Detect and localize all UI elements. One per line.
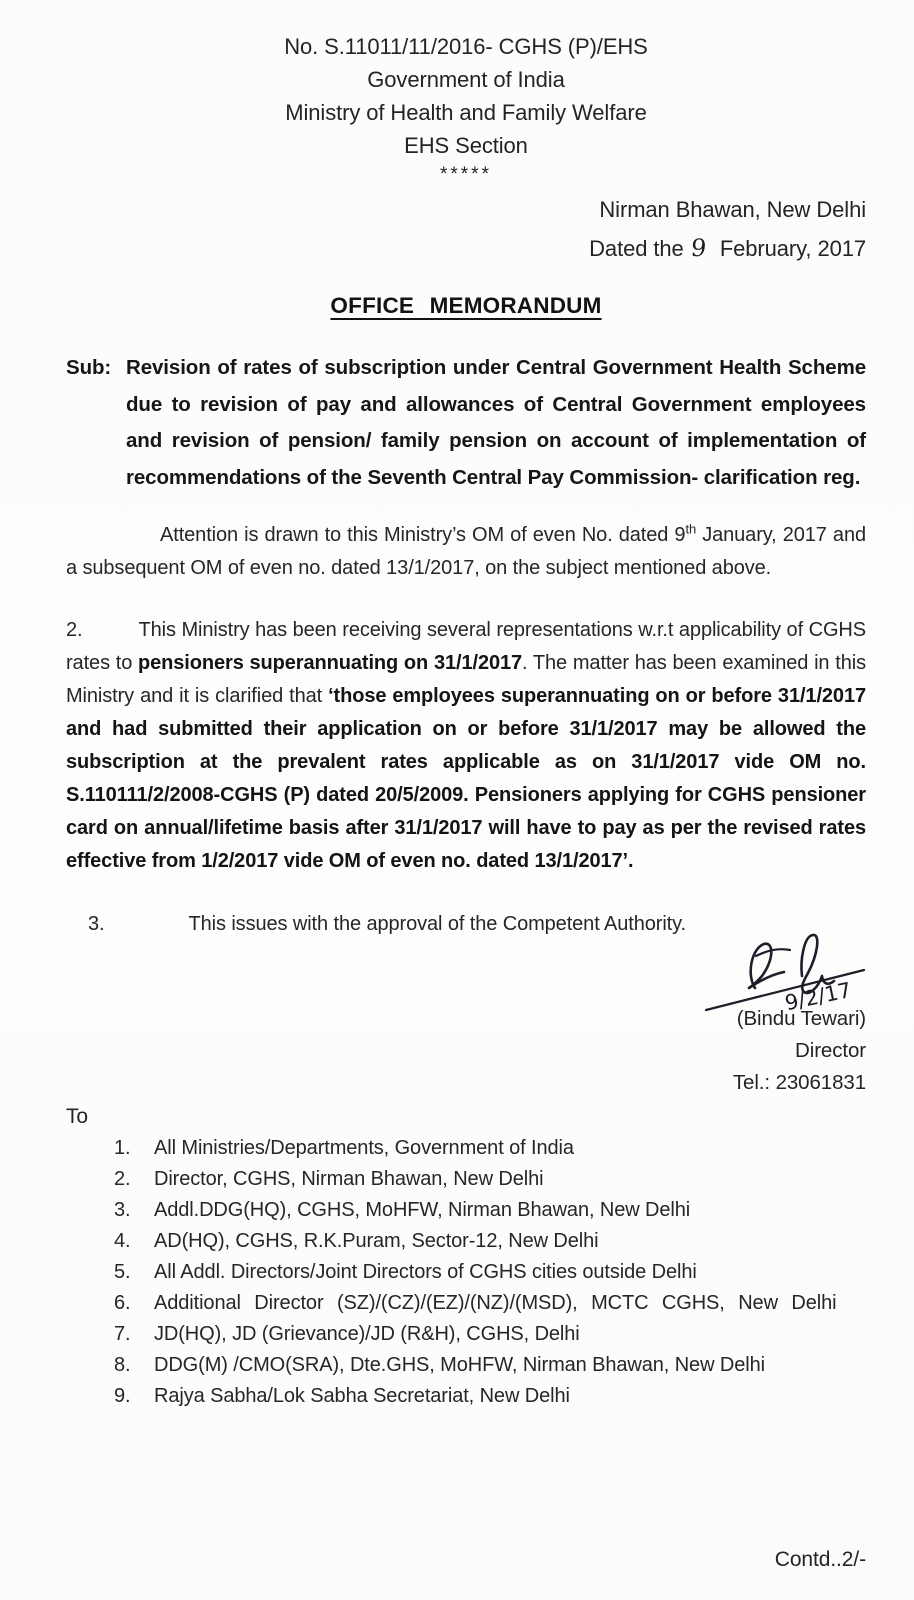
paragraph-2-seg1: This Ministry has been receiving several representations w.r.t applicability of CGHS rates to <box>66 619 866 674</box>
list-item <box>114 1350 866 1381</box>
item-text: Additional Director (SZ)/(CZ)/(EZ)/(NZ)/(MSD), MCTC CGHS, New Delhi <box>154 1292 837 1314</box>
org-ministry: Ministry of Health and Family Welfare <box>285 100 647 125</box>
tab-space <box>104 929 188 930</box>
ordinal-superscript: th <box>685 521 697 537</box>
date-line <box>66 232 866 265</box>
distribution-label: To <box>66 1105 88 1128</box>
item-number: 8. <box>114 1354 131 1376</box>
item-number: 7. <box>114 1323 131 1345</box>
list-item <box>114 1164 866 1195</box>
subject-label: Sub: <box>66 356 112 379</box>
item-text: Director, CGHS, Nirman Bhawan, New Delhi <box>154 1168 544 1190</box>
signature-tall-loop <box>801 935 834 993</box>
org-government: Government of India <box>367 67 565 92</box>
paragraph-2-seg4-bold: ‘those employees superannuating on or before 31/1/2017 and had submitted their application on or before 31/1/2017 may be allowed the subscription at the prevalent rates applicable as on 31/1/2017 vide OM no. S.110111/2/2008-CGHS (P) dated 20/5/2009. Pensioners applying for CGHS pensioner card on annual/lifetime basis after 31/1/2017 will have to pay as per the revised rates effective from 1/2/2017 vide OM of even no. dated 13/1/2017’. <box>66 685 866 872</box>
tab-space <box>82 635 138 636</box>
paragraph-3 <box>66 908 866 941</box>
list-item <box>114 1257 866 1288</box>
item-number: 2. <box>114 1168 131 1190</box>
paragraph-1 <box>66 519 866 585</box>
list-item <box>114 1381 866 1412</box>
paragraph-1-text: Attention is drawn to this Ministry’s OM of even No. dated 9 <box>160 524 686 546</box>
paragraph-2 <box>66 614 866 878</box>
item-text: AD(HQ), CGHS, R.K.Puram, Sector-12, New Delhi <box>154 1230 599 1252</box>
list-item <box>114 1195 866 1226</box>
list-item <box>114 1133 866 1164</box>
signatory-designation: Director <box>795 1039 866 1062</box>
continuation-note: Contd..2/- <box>774 1548 866 1571</box>
paragraph-3-text: This issues with the approval of the Competent Authority. <box>188 913 687 935</box>
place-line: Nirman Bhawan, New Delhi <box>599 197 866 222</box>
date-rest: February, 2017 <box>719 236 866 261</box>
list-item <box>114 1226 866 1257</box>
paragraph-2-seg2-bold: pensioners superannuating on 31/1/2017 <box>138 652 523 674</box>
item-number: 5. <box>114 1261 131 1283</box>
signatory-phone: Tel.: 23061831 <box>732 1071 866 1094</box>
separator-stars: ***** <box>440 164 492 185</box>
signature-loop <box>749 944 784 988</box>
subject-text: Revision of rates of subscription under Central Government Health Scheme due to revision of pay and allowances of Central Government employees and revision of pension/ family pension on account of implementation of recommendations of the Seventh Central Pay Commission- clarification reg. <box>126 356 866 489</box>
signatory-name: (Bindu Tewari) <box>736 1007 866 1030</box>
item-number: 9. <box>114 1385 131 1407</box>
date-prefix: Dated the <box>589 236 684 261</box>
item-number: 3. <box>114 1199 131 1221</box>
signature-bar <box>756 949 790 956</box>
item-text: DDG(M) /CMO(SRA), Dte.GHS, MoHFW, Nirman Bhawan, New Delhi <box>154 1354 765 1376</box>
memo-title: OFFICE MEMORANDUM <box>330 293 602 318</box>
item-number: 6. <box>114 1292 131 1314</box>
reference-number: No. S.11011/11/2016- CGHS (P)/EHS <box>284 34 648 59</box>
item-number: 1. <box>114 1137 131 1159</box>
memo-title-row <box>66 293 866 319</box>
item-text: Rajya Sabha/Lok Sabha Secretariat, New Delhi <box>154 1385 570 1407</box>
org-section: EHS Section <box>404 133 528 158</box>
list-item <box>114 1288 866 1319</box>
signature-block <box>66 941 866 1099</box>
list-item <box>114 1319 866 1350</box>
paragraph-1-text-cont: January, 2017 and a subsequent OM of even no. dated 13/1/2017, on the subject mentioned above. <box>66 524 866 579</box>
item-text: Addl.DDG(HQ), CGHS, MoHFW, Nirman Bhawan, New Delhi <box>154 1199 691 1221</box>
handwritten-day: 9 <box>689 233 708 263</box>
paragraph-2-number: 2. <box>66 619 83 641</box>
paragraph-2-seg3: . The matter has been examined in this Ministry and it is clarified that <box>66 652 866 707</box>
item-number: 4. <box>114 1230 131 1252</box>
item-text: JD(HQ), JD (Grievance)/JD (R&H), CGHS, Delhi <box>154 1323 580 1345</box>
distribution-list <box>114 1133 866 1412</box>
signature-handwritten-date: 9/2/17 <box>782 977 854 1016</box>
item-text: All Addl. Directors/Joint Directors of CGHS cities outside Delhi <box>154 1261 697 1283</box>
paragraph-3-number: 3. <box>88 913 105 935</box>
subject-block <box>66 350 866 496</box>
item-text: All Ministries/Departments, Government of India <box>154 1137 574 1159</box>
